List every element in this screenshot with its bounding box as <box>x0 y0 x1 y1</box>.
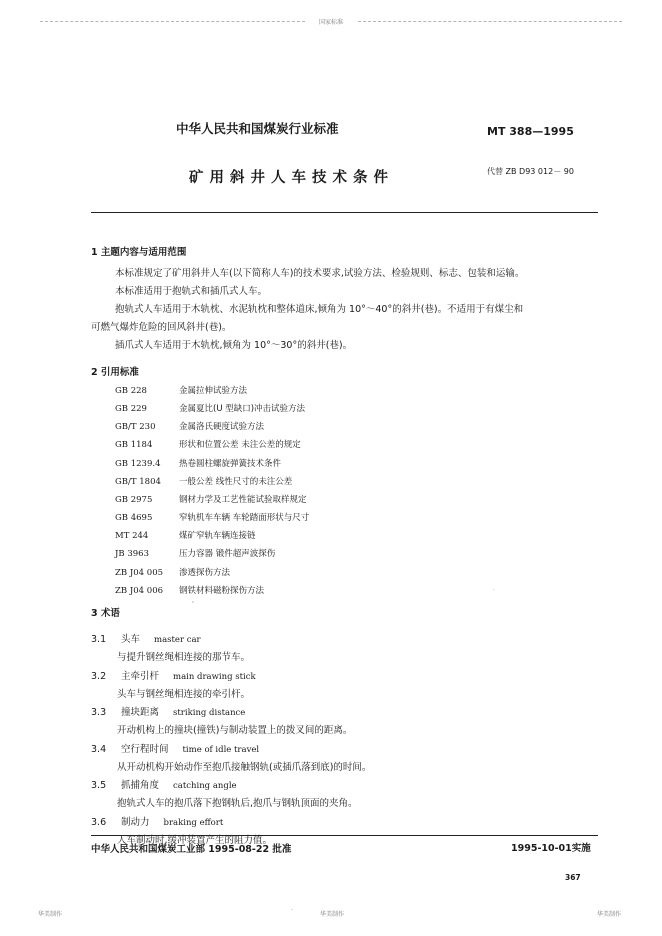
reference-code: MT 244 <box>115 531 149 542</box>
header-site: 国家标准 <box>319 19 344 26</box>
reference-title: 压力容器 锻件超声波探伤 <box>179 549 276 560</box>
reference-code: GB 4695 <box>115 513 153 524</box>
reference-title: 金属夏比(U 型缺口)冲击试验方法 <box>179 404 306 415</box>
reference-title: 金属拉伸试验方法 <box>179 386 248 396</box>
term-definition: 从开动机构开始动作至抱爪接触钢轨(或插爪落到底)的时间。 <box>117 761 372 773</box>
stray-mark: · <box>493 587 495 594</box>
effective-date: 1995-10-01实施 <box>511 843 591 854</box>
reference-item <box>115 511 309 523</box>
term-chinese: 主牵引杆 <box>121 670 160 682</box>
page-number: 367 <box>565 873 581 882</box>
reference-code: ZB J04 005 <box>115 567 164 578</box>
reference-title: 钢材力学及工艺性能试验取样规定 <box>179 494 307 505</box>
reference-title: 热卷圆柱螺旋弹簧技术条件 <box>179 458 282 469</box>
reference-code: JB 3963 <box>115 549 149 560</box>
watermark-right: 华美制作 <box>597 911 622 918</box>
reference-code: GB 1239.4 <box>115 458 161 469</box>
term-number: 3.5 <box>91 780 107 791</box>
term-chinese: 抓捕角度 <box>121 780 160 791</box>
section1-paragraph: 可燃气爆炸危险的回风斜井(巷)。 <box>91 322 232 333</box>
term-definition: 头车与钢丝绳相连接的牵引杆。 <box>117 688 251 700</box>
term-definition: 与提升钢丝绳相连接的那节车。 <box>117 652 251 663</box>
reference-item <box>115 493 307 505</box>
reference-item <box>115 475 292 487</box>
reference-item <box>115 402 305 414</box>
reference-title: 形状和位置公差 未注公差的规定 <box>179 440 301 451</box>
term-number: 3.6 <box>91 816 107 828</box>
term-number: 3.2 <box>91 670 107 682</box>
page-title: 矿用斜井人车技术条件 <box>189 170 394 186</box>
term-english: time of idle travel <box>182 744 260 755</box>
term-chinese: 头车 <box>121 634 141 645</box>
section1-paragraph: 插爪式人车适用于木轨枕,倾角为 10°～30°的斜井(巷)。 <box>115 340 353 351</box>
section1-paragraph: 抱轨式人车适用于木轨枕、水泥轨枕和整体道床,倾角为 10°～40°的斜井(巷)。不适用于有煤尘和 <box>115 304 524 315</box>
reference-code: GB 2975 <box>115 494 153 505</box>
replaces-note: 代替 ZB D93 012－ 90 <box>487 167 574 176</box>
reference-code: GB/T 230 <box>115 422 156 433</box>
term-definition: 人车制动时,缓冲装置产生的阻力值。 <box>117 834 273 846</box>
term-english: braking effort <box>163 817 224 828</box>
reference-item <box>115 457 281 469</box>
term-english: catching angle <box>173 781 237 791</box>
title-divider <box>91 212 598 213</box>
term-heading <box>91 741 259 755</box>
reference-title: 煤矿窄轨车辆连接链 <box>179 531 256 542</box>
standard-body: 中华人民共和国煤炭行业标准 <box>176 121 339 136</box>
term-english: master car <box>154 635 201 645</box>
term-heading <box>91 668 256 682</box>
watermark-center: 华美制作 <box>320 911 345 918</box>
reference-item <box>115 529 256 541</box>
reference-item <box>115 438 301 450</box>
reference-title: 渗透探伤方法 <box>179 567 231 578</box>
term-heading <box>91 777 237 791</box>
section1-paragraph: 本标准规定了矿用斜井人车(以下简称人车)的技术要求,试验方法、检验规则、标志、包装和运输。 <box>115 268 525 279</box>
section1-heading: 1 主题内容与适用范围 <box>91 247 187 258</box>
watermark-left: 华美制作 <box>38 911 63 918</box>
stray-mark: ' <box>192 600 194 608</box>
section3-heading: 3 术语 <box>91 608 120 619</box>
term-chinese: 制动力 <box>121 816 150 828</box>
term-definition: 抱轨式人车的抱爪落下抱钢轨后,抱爪与钢轨顶面的夹角。 <box>117 798 358 809</box>
term-english: main drawing stick <box>173 671 256 682</box>
issuer-line: 中华人民共和国煤炭工业部 1995-08-22 批准 <box>91 844 292 855</box>
header-rule-right <box>358 21 622 22</box>
reference-title: 窄轨机车车辆 车轮踏面形状与尺寸 <box>179 513 310 524</box>
term-definition: 开动机构上的撞块(撞铁)与制动装置上的拨叉间的距离。 <box>117 725 353 736</box>
section2-heading: 2 引用标准 <box>91 367 139 378</box>
stray-dot: · <box>291 907 293 914</box>
term-number: 3.4 <box>91 743 107 755</box>
reference-title: 金属洛氏硬度试验方法 <box>179 422 265 433</box>
term-number: 3.1 <box>91 634 107 645</box>
reference-code: GB 229 <box>115 404 147 415</box>
reference-code: GB 1184 <box>115 440 153 451</box>
standard-code: MT 388—1995 <box>487 125 574 138</box>
term-number: 3.3 <box>91 707 107 718</box>
reference-item <box>115 384 247 396</box>
reference-code: ZB J04 006 <box>115 585 164 596</box>
reference-item <box>115 547 275 559</box>
term-english: striking distance <box>173 708 246 718</box>
term-chinese: 空行程时间 <box>121 743 169 755</box>
term-heading <box>91 631 201 645</box>
section1-paragraph: 本标准适用于抱轨式和插爪式人车。 <box>115 286 268 297</box>
reference-code: GB/T 1804 <box>115 476 161 487</box>
reference-code: GB 228 <box>115 386 147 396</box>
footer-divider <box>91 835 598 836</box>
term-heading <box>91 814 223 828</box>
term-chinese: 撞块距离 <box>121 707 160 718</box>
header-rule-left <box>40 21 305 22</box>
reference-title: 一般公差 线性尺寸的未注公差 <box>179 476 293 487</box>
reference-item <box>115 420 264 432</box>
reference-title: 钢铁材料磁粉探伤方法 <box>179 585 265 596</box>
term-heading <box>91 704 245 718</box>
reference-item <box>115 584 264 596</box>
reference-item <box>115 566 230 578</box>
